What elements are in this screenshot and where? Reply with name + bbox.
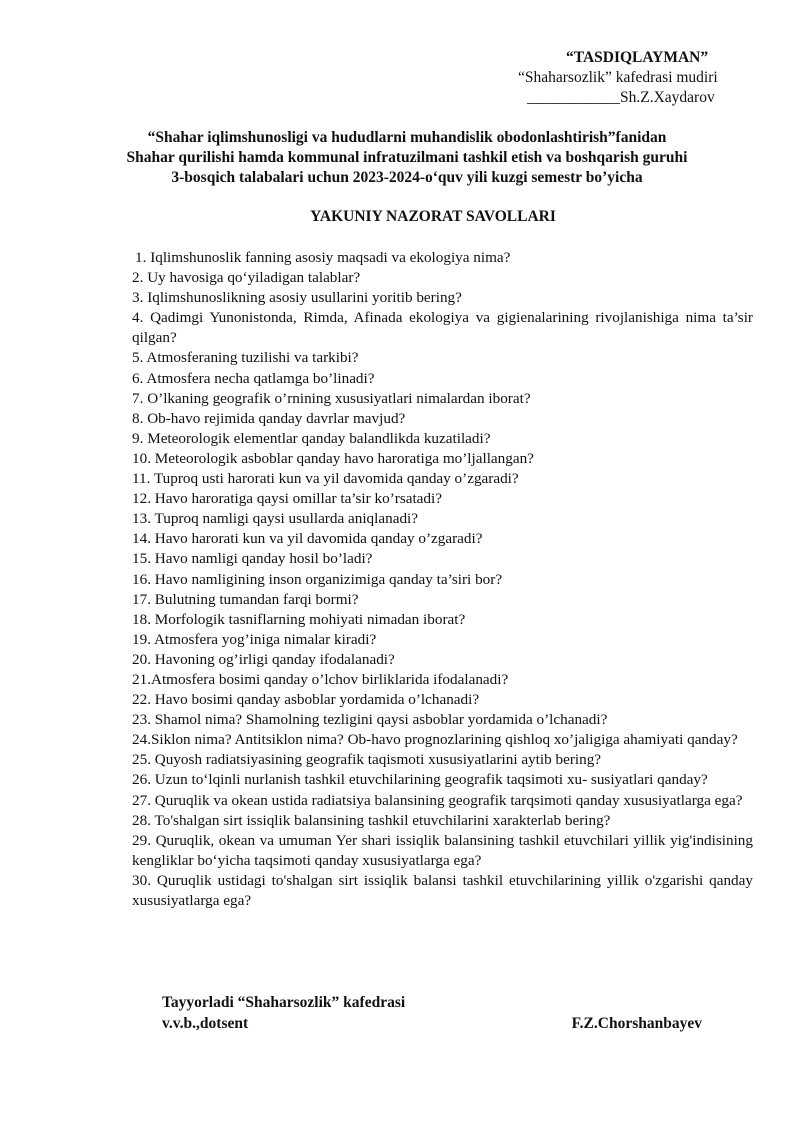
question-item: 10. Meteorologik asboblar qanday havo haroratiga mo’ljallangan?: [132, 449, 534, 467]
heading-line-2: Shahar qurilishi hamda kommunal infratuzilmani tashkil etish va boshqarish guruhi: [126, 149, 688, 166]
approval-block: [480, 48, 780, 108]
question-item: 2. Uy havosiga qo‘yiladigan talablar?: [132, 269, 361, 287]
question-item: 28. To'shalgan sirt issiqlik balansining tashkil etuvchilarini xarakterlab bering?: [132, 811, 611, 829]
heading-line-1: “Shahar iqlimshunosligi va hududlarni muhandislik obodonlashtirish”fanidan: [147, 129, 667, 146]
question-item: 21.Atmosfera bosimi qanday o’lchov birliklarida ifodalanadi?: [132, 670, 509, 688]
question-item: 30. Quruqlik ustidagi to'shalgan sirt issiqlik balansi tashkil etuvchilarining yillik o'zgarishi qanday xususiyatlarga ega?: [132, 871, 753, 909]
author-position: v.v.b.,dotsent: [162, 1015, 249, 1032]
question-item: 1. Iqlimshunoslik fanning asosiy maqsadi va ekologiya nima?: [135, 249, 511, 266]
question-item: 24.Siklon nima? Antitsiklon nima? Ob-havo prognozlarining qishloq xo’jaligiga ahamiyati qanday?: [132, 731, 738, 749]
heading-line-3: 3-bosqich talabalari uchun 2023-2024-o‘quv yili kuzgi semestr bo’yicha: [171, 169, 643, 186]
question-item: 19. Atmosfera yog’iniga nimalar kiradi?: [132, 630, 377, 648]
question-list: [132, 248, 753, 911]
question-item: 26. Uzun to‘lqinli nurlanish tashkil etuvchilarining geografik taqsimoti xu- susiyatlari qanday?: [132, 771, 708, 789]
question-item: 20. Havoning og’irligi qanday ifodalanadi?: [132, 650, 395, 668]
question-item: 25. Quyosh radiatsiyasining geografik taqismoti xususiyatlarini aytib bering?: [132, 751, 602, 769]
question-item: 27. Quruqlik va okean ustida radiatsiya balansining geografik tarqsimoti qanday xususiyatlarga ega?: [132, 791, 743, 809]
question-item: 13. Tuproq namligi qaysi usullarda aniqlanadi?: [132, 510, 418, 528]
question-item: 3. Iqlimshunoslikning asosiy usullarini yoritib bering?: [132, 289, 462, 307]
document-title: YAKUNIY NAZORAT SAVOLLARI: [310, 208, 556, 225]
footer-signature: [162, 992, 702, 1034]
question-item: 16. Havo namligining inson organizimiga qanday ta’siri bor?: [132, 570, 503, 588]
question-item: 6. Atmosfera necha qatlamga bo’linadi?: [132, 369, 375, 387]
question-item: 29. Quruqlik, okean va umuman Yer shari issiqlik balansining tashkil etuvchilari yillik yig'indisining kengliklar bo‘yicha taqsimoti qanday xususiyatlarga ega?: [132, 831, 753, 869]
author-name: F.Z.Chorshanbayev: [571, 1015, 702, 1032]
question-item: 9. Meteorologik elementlar qanday balandlikda kuzatiladi?: [132, 429, 491, 447]
question-item: 12. Havo haroratiga qaysi omillar ta’sir ko’rsatadi?: [132, 490, 442, 508]
prepared-by: Tayyorladi “Shaharsozlik” kafedrasi: [162, 994, 406, 1011]
question-item: 15. Havo namligi qanday hosil bo’ladi?: [132, 550, 373, 568]
course-heading: [40, 128, 774, 188]
question-item: 23. Shamol nima? Shamolning tezligini qaysi asboblar yordamida o’lchanadi?: [132, 711, 608, 729]
question-item: 11. Tuproq usti harorati kun va yil davomida qanday o’zgaradi?: [132, 470, 519, 488]
question-item: 4. Qadimgi Yunonistonda, Rimda, Afinada ekologiya va gigienalarining rivojlanishiga nima ta’sir qilgan?: [132, 309, 753, 347]
question-item: 5. Atmosferaning tuzilishi va tarkibi?: [132, 349, 359, 367]
approval-title: “TASDIQLAYMAN”: [566, 49, 709, 66]
approval-signature: ____________Sh.Z.Xaydarov: [527, 89, 715, 106]
question-item: 8. Ob-havo rejimida qanday davrlar mavjud?: [132, 409, 406, 427]
question-item: 14. Havo harorati kun va yil davomida qanday o’zgaradi?: [132, 530, 483, 548]
question-item: 22. Havo bosimi qanday asboblar yordamida o’lchanadi?: [132, 691, 480, 709]
signature-row: [162, 1013, 702, 1034]
approval-department: “Shaharsozlik” kafedrasi mudiri: [518, 69, 718, 86]
question-item: 17. Bulutning tumandan farqi bormi?: [132, 590, 359, 608]
question-item: 7. O’lkaning geografik o’rnining xususiyatlari nimalardan iborat?: [132, 389, 531, 407]
question-item: 18. Morfologik tasniflarning mohiyati nimadan iborat?: [132, 610, 466, 628]
